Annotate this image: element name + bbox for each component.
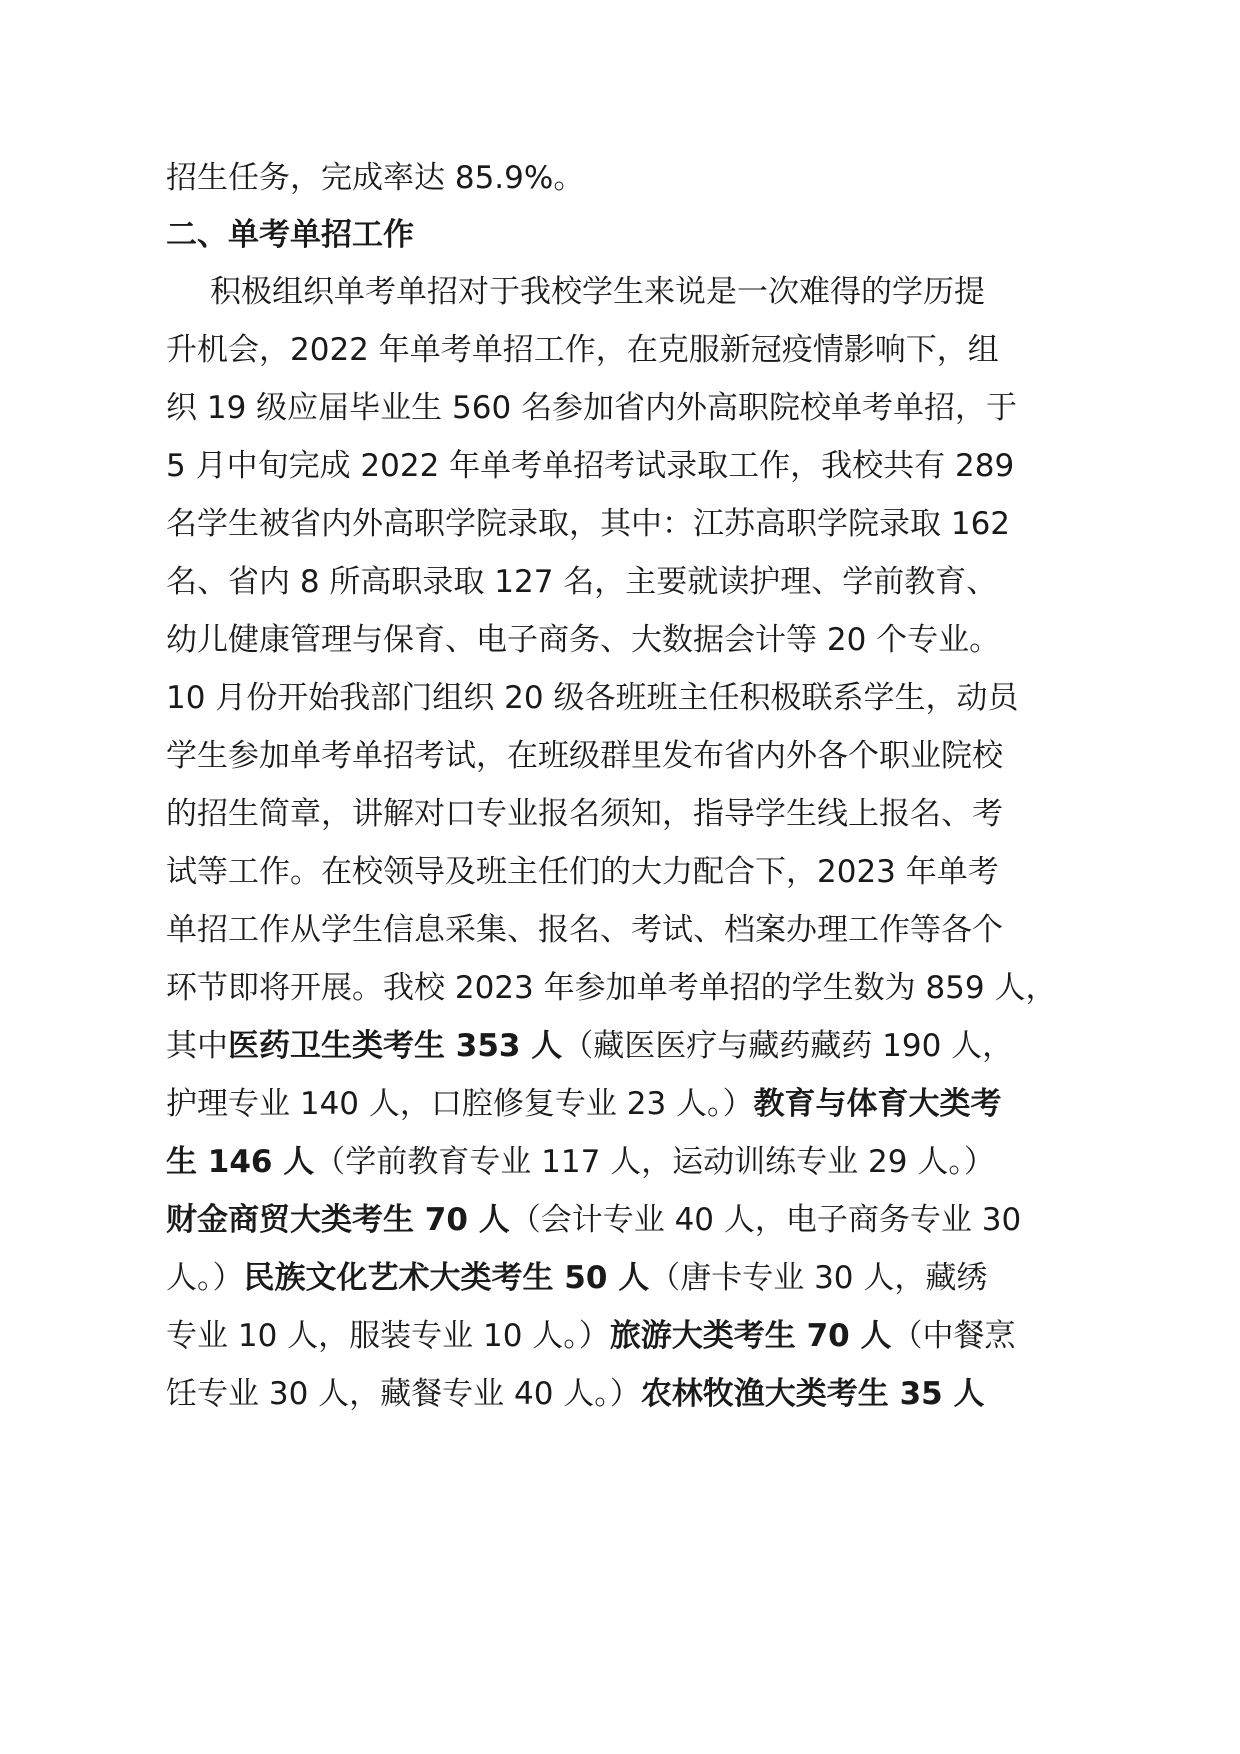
text-run: （会计专业 40 人，电子商务专业 30	[509, 1202, 1022, 1238]
bold-text-run: 教育与体育大类考	[753, 1086, 1002, 1122]
paragraph-line	[166, 444, 1014, 488]
text-run: 招生任务，完成率达 85.9%。	[166, 160, 585, 196]
paragraph-line	[166, 676, 1018, 720]
text-run: 名、省内 8 所高职录取 127 名，主要就读护理、学前教育、	[166, 564, 998, 600]
paragraph-line	[166, 850, 999, 894]
text-run: 单招工作从学生信息采集、报名、考试、档案办理工作等各个	[166, 912, 1003, 948]
paragraph-line	[166, 908, 1003, 952]
paragraph-line	[166, 1140, 995, 1184]
text-run: 护理专业 140 人，口腔修复专业 23 人。）	[166, 1086, 754, 1122]
bold-text-run: 农林牧渔大类考生 35 人	[640, 1376, 985, 1412]
paragraph-line	[166, 1024, 1013, 1068]
text-run: 积极组织单考单招对于我校学生来说是一次难得的学历提	[210, 274, 985, 310]
paragraph-line	[166, 792, 1003, 836]
text-run: 其中	[166, 1028, 228, 1064]
paragraph-line	[166, 966, 1056, 1010]
paragraph-line	[166, 156, 584, 200]
paragraph-line	[166, 1198, 1021, 1242]
text-run: 织 19 级应届毕业生 560 名参加省内外高职院校单考单招，于	[166, 390, 1018, 426]
paragraph-line	[166, 618, 1000, 662]
paragraph-line	[166, 560, 997, 604]
paragraph-line	[166, 1372, 985, 1416]
paragraph-line	[166, 1256, 987, 1300]
text-run: 的招生简章，讲解对口专业报名须知，指导学生线上报名、考	[166, 796, 1003, 832]
text-run: （中餐烹	[891, 1318, 1016, 1354]
text-run: 人。）	[166, 1260, 244, 1296]
bold-text-run: 民族文化艺术大类考生 50 人	[243, 1260, 650, 1296]
paragraph-line	[166, 1082, 1002, 1126]
text-run: 二、单考单招工作	[166, 217, 414, 253]
paragraph-line	[166, 328, 999, 372]
text-run: 5 月中旬完成 2022 年单考单招考试录取工作，我校共有 289	[166, 448, 1015, 484]
paragraph-line	[166, 386, 1017, 430]
text-run: （唐卡专业 30 人，藏绣	[649, 1260, 988, 1296]
text-run: 幼儿健康管理与保育、电子商务、大数据会计等 20 个专业。	[166, 622, 1001, 658]
bold-text-run: 财金商贸大类考生 70 人	[166, 1202, 510, 1238]
section-heading	[166, 213, 414, 257]
text-run: 名学生被省内外高职学院录取，其中：江苏高职学院录取 162	[166, 506, 1011, 542]
text-run: 升机会，2022 年单考单招工作，在克服新冠疫情影响下，组	[166, 332, 999, 368]
paragraph-line	[210, 270, 985, 314]
text-run: 环节即将开展。我校 2023 年参加单考单招的学生数为 859 人，	[166, 970, 1057, 1006]
bold-text-run: 旅游大类考生 70 人	[609, 1318, 892, 1354]
text-run: （学前教育专业 117 人，运动训练专业 29 人。）	[314, 1144, 995, 1180]
paragraph-line	[166, 734, 1003, 778]
text-run: 试等工作。在校领导及班主任们的大力配合下，2023 年单考	[166, 854, 999, 890]
paragraph-line	[166, 1314, 1016, 1358]
text-run: 饪专业 30 人，藏餐专业 40 人。）	[166, 1376, 641, 1412]
text-run: （藏医医疗与藏药藏药 190 人，	[562, 1028, 1014, 1064]
bold-text-run: 生 146 人	[166, 1144, 315, 1180]
text-run: 学生参加单考单招考试，在班级群里发布省内外各个职业院校	[166, 738, 1003, 774]
text-run: 10 月份开始我部门组织 20 级各班班主任积极联系学生，动员	[166, 680, 1019, 716]
text-run: 专业 10 人，服装专业 10 人。）	[166, 1318, 610, 1354]
bold-text-run: 医药卫生类考生 353 人	[228, 1028, 563, 1064]
paragraph-line	[166, 502, 1010, 546]
